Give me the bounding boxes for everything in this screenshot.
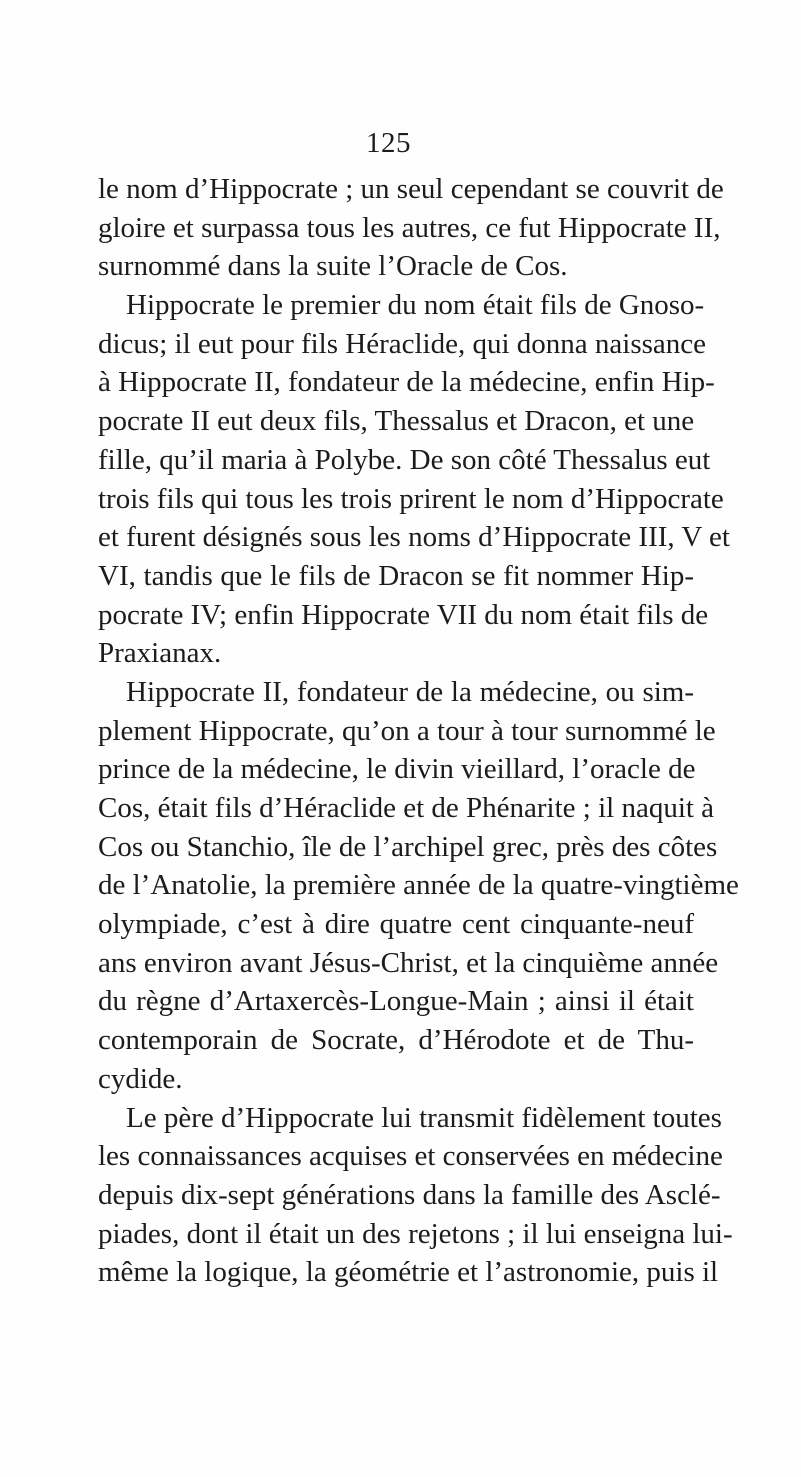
text-line: pocrate II eut deux fils, Thessalus et Dracon, et une xyxy=(98,405,695,438)
text-line: VI, tandis que le fils de Dracon se fit nommer Hip- xyxy=(98,559,694,592)
text-line: de l’Anatolie, la première année de la quatre-vingtième xyxy=(98,869,739,902)
text-line: à Hippocrate II, fondateur de la médecine, enfin Hip- xyxy=(98,366,715,399)
text-line: ans environ avant Jésus-Christ, et la cinquième année xyxy=(98,946,719,979)
text-line: plement Hippocrate, qu’on a tour à tour surnommé le xyxy=(98,714,716,747)
text-line: du règne d’Artaxercès-Longue-Main ; ainsi il était xyxy=(98,985,694,1018)
text-line: Le père d’Hippocrate lui transmit fidèlement toutes xyxy=(126,1101,722,1134)
body-text xyxy=(98,170,739,1292)
text-line: olympiade, c’est à dire quatre cent cinquante-neuf xyxy=(98,908,694,941)
text-line: le nom d’Hippocrate ; un seul cependant se couvrit de xyxy=(98,173,724,205)
text-line: contemporain de Socrate, d’Hérodote et de Thu- xyxy=(98,1024,694,1057)
page-number: 125 xyxy=(366,127,411,159)
text-line: piades, dont il était un des rejetons ; il lui enseigna lui- xyxy=(98,1217,733,1250)
text-line: prince de la médecine, le divin vieillard, l’oracle de xyxy=(98,753,696,786)
text-line: depuis dix-sept générations dans la famille des Asclé- xyxy=(98,1178,721,1211)
text-line: pocrate IV; enfin Hippocrate VII du nom était fils de xyxy=(98,598,709,631)
text-line: dicus; il eut pour fils Héraclide, qui donna naissance xyxy=(98,327,707,360)
text-line: Cos ou Stanchio, île de l’archipel grec, près des côtes xyxy=(98,830,718,863)
text-line: Hippocrate le premier du nom était fils de Gnoso- xyxy=(126,289,705,322)
text-line: et furent désignés sous les noms d’Hippocrate III, V et xyxy=(98,521,730,554)
text-line: cydide. xyxy=(98,1062,183,1095)
text-line: Cos, était fils d’Héraclide et de Phénarite ; il naquit à xyxy=(98,792,715,824)
text-line: les connaissances acquises et conservées en médecine xyxy=(98,1140,723,1173)
text-line: surnommé dans la suite l’Oracle de Cos. xyxy=(98,250,568,283)
text-line: trois fils qui tous les trois prirent le nom d’Hippocrate xyxy=(98,482,724,515)
text-line: même la logique, la géométrie et l’astronomie, puis il xyxy=(98,1256,719,1289)
text-line: Hippocrate II, fondateur de la médecine, ou sim- xyxy=(126,675,694,708)
text-line: Praxianax. xyxy=(98,637,222,670)
text-line: gloire et surpassa tous les autres, ce fut Hippocrate II, xyxy=(98,211,721,244)
text-line: fille, qu’il maria à Polybe. De son côté Thessalus eut xyxy=(98,443,711,476)
